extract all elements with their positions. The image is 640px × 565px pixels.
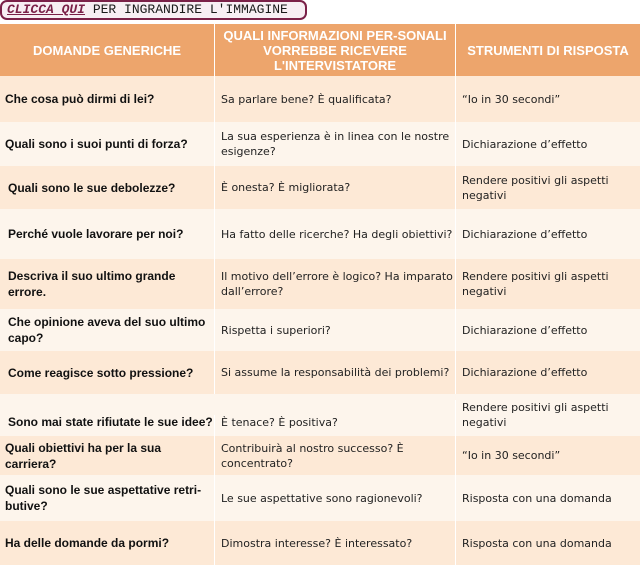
click-here-link[interactable]: CLICCA QUI: [7, 2, 86, 17]
question-cell: Quali obiettivi ha per la sua carriera?: [5, 440, 162, 471]
table-row: [0, 309, 640, 351]
info-cell: È onesta? È migliorata?: [214, 166, 455, 209]
tool-cell: Dichiarazione d’effetto: [455, 122, 640, 166]
info-cell: Il motivo dell’errore è logico? Ha imparato dall’errore?: [214, 259, 455, 309]
question-cell: Ha delle domande da pormi?: [5, 536, 170, 550]
info-cell: Dimostra interesse? È interessato?: [214, 521, 455, 565]
table-header: [0, 24, 640, 76]
table-row: [0, 259, 640, 309]
info-cell: Rispetta i superiori?: [214, 309, 455, 351]
table-row: [0, 351, 640, 394]
enlarge-image-banner[interactable]: [0, 0, 307, 20]
tool-cell: Rendere positivi gli aspetti negativi: [455, 166, 640, 209]
tool-cell: Risposta con una domanda: [455, 521, 640, 565]
tool-cell: Dichiarazione d’effetto: [455, 351, 640, 394]
table-row: [0, 209, 640, 259]
header-general-questions: DOMANDE GENERICHE: [32, 42, 182, 58]
info-cell: Si assume la responsabilità dei problemi?: [214, 351, 455, 394]
table-body: [0, 76, 640, 565]
table-row: [0, 475, 640, 521]
tool-cell: Dichiarazione d’effetto: [455, 309, 640, 351]
question-cell: Sono mai state rifiutate le sue idee?: [8, 415, 213, 429]
question-cell: Che opinione aveva del suo ultimo capo?: [8, 315, 206, 345]
tool-cell: Risposta con una domanda: [455, 475, 640, 521]
tool-cell: Rendere positivi gli aspetti negativi: [455, 259, 640, 309]
question-cell: Perché vuole lavorare per noi?: [8, 227, 184, 241]
info-cell: La sua esperienza è in linea con le nostre esigenze?: [214, 122, 455, 166]
table-row: [0, 521, 640, 565]
info-cell: È tenace? È positiva?: [214, 415, 455, 436]
question-cell: Che cosa può dirmi di lei?: [5, 92, 155, 106]
info-cell: Sa parlare bene? È qualificata?: [214, 76, 455, 122]
tool-cell: Dichiarazione d’effetto: [455, 209, 640, 259]
table-row: [0, 436, 640, 475]
tool-cell: “Io in 30 secondi”: [455, 76, 640, 122]
question-cell: Come reagisce sotto pressione?: [8, 365, 194, 380]
info-cell: Ha fatto delle ricerche? Ha degli obiettivi?: [214, 209, 455, 259]
table-row: [0, 166, 640, 209]
header-response-tools: STRUMENTI DI RISPOSTA: [455, 24, 640, 76]
tool-cell: Rendere positivi gli aspetti negativi: [455, 400, 640, 436]
header-personal-info: QUALI INFORMAZIONI PER-SONALI VORREBBE RICEVERE L'INTERVISTATORE: [214, 24, 455, 76]
question-cell: Quali sono i suoi punti di forza?: [5, 137, 188, 151]
question-cell: Descriva il suo ultimo grande errore.: [8, 269, 176, 299]
question-cell: Quali sono le sue debolezze?: [8, 180, 176, 195]
info-cell: Contribuirà al nostro successo? È concentrato?: [214, 436, 455, 475]
interview-questions-table: [0, 24, 640, 565]
question-cell: Quali sono le sue aspettative retri-butive?: [5, 483, 202, 513]
table-row: [0, 76, 640, 122]
table-row: [0, 394, 640, 436]
info-cell: Le sue aspettative sono ragionevoli?: [214, 475, 455, 521]
banner-text: PER INGRANDIRE L'IMMAGINE: [85, 2, 288, 17]
tool-cell: “Io in 30 secondi”: [455, 436, 640, 475]
table-row: [0, 122, 640, 166]
